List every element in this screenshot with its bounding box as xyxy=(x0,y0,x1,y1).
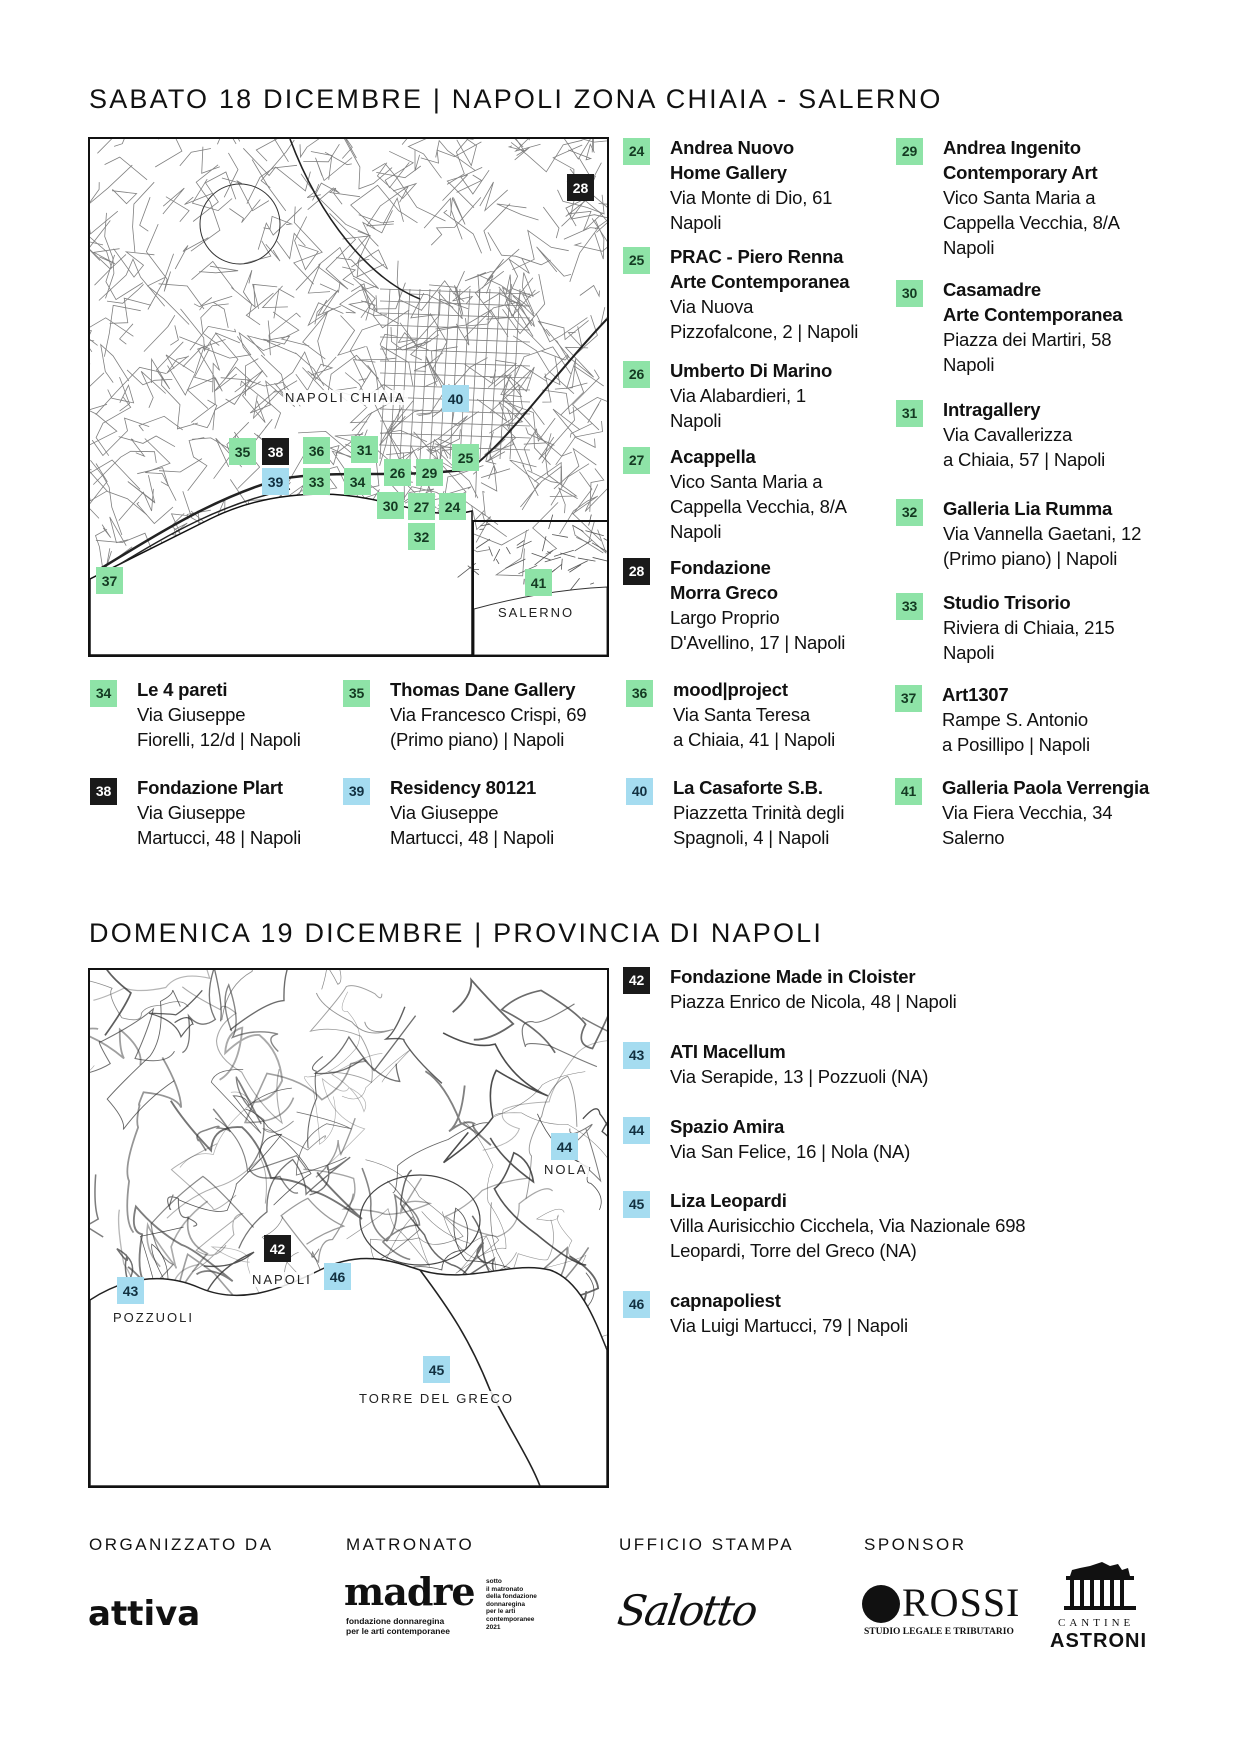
marker-31[interactable]: 31 xyxy=(351,436,378,463)
map-label-salerno: SALERNO xyxy=(498,605,575,620)
map-label-napoli: NAPOLI xyxy=(252,1272,312,1287)
venue-badge: 30 xyxy=(896,280,923,307)
venue-badge: 41 xyxy=(895,778,922,805)
venue-name: Home Gallery xyxy=(670,162,787,183)
map-label-nola: NOLA xyxy=(544,1162,588,1177)
marker-39[interactable]: 39 xyxy=(262,468,289,495)
marker-46[interactable]: 46 xyxy=(324,1263,351,1290)
venue-address: Via San Felice, 16 | Nola (NA) xyxy=(670,1141,911,1162)
venue-name: ATI Macellum xyxy=(670,1041,786,1062)
venue-name: Spazio Amira xyxy=(670,1116,785,1137)
venue-badge: 29 xyxy=(896,138,923,165)
map-label-torre: TORRE DEL GRECO xyxy=(359,1391,514,1406)
marker-30[interactable]: 30 xyxy=(377,492,404,519)
venue-name: Liza Leopardi xyxy=(670,1190,787,1211)
marker-35[interactable]: 35 xyxy=(229,438,256,465)
venue-address: Via Monte di Dio, 61 xyxy=(670,187,833,208)
venue-name: Contemporary Art xyxy=(943,162,1098,183)
venue-name: Studio Trisorio xyxy=(943,592,1071,613)
madre-subtitle-line: fondazione donnaregina xyxy=(346,1616,445,1626)
marker-37[interactable]: 37 xyxy=(96,567,123,594)
madre-side-line: donnaregina xyxy=(486,1600,526,1608)
venue-name: Galleria Paola Verrengia xyxy=(942,777,1150,798)
madre-subtitle-line: per le arti contemporanee xyxy=(346,1626,450,1636)
attiva-logo[interactable]: attiva xyxy=(88,1594,201,1634)
madre-side-text xyxy=(486,1578,537,1631)
venue-address: Martucci, 48 | Napoli xyxy=(390,827,555,848)
venue-name: Le 4 pareti xyxy=(137,679,228,700)
venue-address: Napoli xyxy=(670,410,722,431)
venue-address: Fiorelli, 12/d | Napoli xyxy=(137,729,301,750)
venue-address: Via Giuseppe xyxy=(390,802,499,823)
venue-address: Via Fiera Vecchia, 34 xyxy=(942,802,1113,823)
venue-address: Piazza dei Martiri, 58 xyxy=(943,329,1112,350)
venue-address: Via Giuseppe xyxy=(137,704,246,725)
map-label-chiaia: NAPOLI CHIAIA xyxy=(285,390,406,405)
venue-address: Spagnoli, 4 | Napoli xyxy=(673,827,830,848)
madre-side-line: 2021 xyxy=(486,1623,501,1631)
venue-address: Villa Aurisicchio Cicchela, Via Nazionale 698 xyxy=(670,1215,1026,1236)
venue-address: Vico Santa Maria a xyxy=(670,471,823,492)
saturday-heading: SABATO 18 DICEMBRE | NAPOLI ZONA CHIAIA - SALERNO xyxy=(89,84,943,114)
marker-36[interactable]: 36 xyxy=(303,437,330,464)
venue-badge: 25 xyxy=(623,247,650,274)
astroni-logo[interactable] xyxy=(1050,1562,1150,1652)
venue-badge: 37 xyxy=(895,685,922,712)
venue-address: Rampe S. Antonio xyxy=(942,709,1088,730)
venue-address: Piazza Enrico de Nicola, 48 | Napoli xyxy=(670,991,957,1012)
rossi-wordmark: ROSSI xyxy=(902,1580,1021,1625)
venue-name: Intragallery xyxy=(943,399,1041,420)
venue-badge: 42 xyxy=(623,967,650,994)
venue-badge: 35 xyxy=(343,680,370,707)
madre-side-line: contemporanee xyxy=(486,1615,535,1623)
marker-28[interactable]: 28 xyxy=(567,174,594,201)
venue-address: Napoli xyxy=(943,354,995,375)
venue-address: D'Avellino, 17 | Napoli xyxy=(670,632,846,653)
venue-name: La Casaforte S.B. xyxy=(673,777,823,798)
rossi-subtitle: STUDIO LEGALE E TRIBUTARIO xyxy=(864,1627,1014,1637)
marker-40[interactable]: 40 xyxy=(442,385,469,412)
venue-address: Leopardi, Torre del Greco (NA) xyxy=(670,1240,917,1261)
venue-address: a Chiaia, 41 | Napoli xyxy=(673,729,836,750)
marker-24[interactable]: 24 xyxy=(439,493,466,520)
marker-26[interactable]: 26 xyxy=(384,459,411,486)
marker-32[interactable]: 32 xyxy=(408,523,435,550)
venue-address: Via Francesco Crispi, 69 xyxy=(390,704,587,725)
marker-27[interactable]: 27 xyxy=(408,493,435,520)
venue-address: Martucci, 48 | Napoli xyxy=(137,827,302,848)
madre-side-line: della fondazione xyxy=(486,1593,537,1601)
venue-address: Napoli xyxy=(670,212,722,233)
footer-organizzato-label: ORGANIZZATO DA xyxy=(89,1535,274,1554)
madre-side-line: per le arti xyxy=(486,1608,516,1616)
venue-name: Andrea Ingenito xyxy=(943,137,1081,158)
footer-ufficio-label: UFFICIO STAMPA xyxy=(619,1535,795,1554)
marker-33[interactable]: 33 xyxy=(303,468,330,495)
madre-subtitle xyxy=(346,1616,450,1636)
venue-address: Napoli xyxy=(943,237,995,258)
venue-address: Cappella Vecchia, 8/A xyxy=(943,212,1120,233)
venue-address: Via Luigi Martucci, 79 | Napoli xyxy=(670,1315,908,1336)
venue-address: (Primo piano) | Napoli xyxy=(943,548,1118,569)
venue-badge: 28 xyxy=(623,558,650,585)
venue-name: Arte Contemporanea xyxy=(670,271,850,292)
marker-29[interactable]: 29 xyxy=(416,459,443,486)
marker-42[interactable]: 42 xyxy=(264,1235,291,1262)
venue-name: mood|project xyxy=(673,679,788,700)
venue-address: Piazzetta Trinità degli xyxy=(673,802,845,823)
venue-name: Residency 80121 xyxy=(390,777,537,798)
venue-name: Fondazione Made in Cloister xyxy=(670,966,916,987)
venue-badge: 26 xyxy=(623,361,650,388)
madre-side-line: il matronato xyxy=(486,1585,524,1593)
venue-name: Morra Greco xyxy=(670,582,778,603)
marker-41[interactable]: 41 xyxy=(525,569,552,596)
venue-address: a Posillipo | Napoli xyxy=(942,734,1090,755)
venue-name: Umberto Di Marino xyxy=(670,360,833,381)
venue-address: a Chiaia, 57 | Napoli xyxy=(943,449,1106,470)
venue-badge: 39 xyxy=(343,778,370,805)
venue-badge: 27 xyxy=(623,447,650,474)
map-provincia-roads xyxy=(90,970,607,1486)
venue-address: Via Cavallerizza xyxy=(943,424,1073,445)
map-label-pozzuoli: POZZUOLI xyxy=(113,1310,195,1325)
venue-name: Fondazione Plart xyxy=(137,777,283,798)
venue-address: Via Nuova xyxy=(670,296,754,317)
venue-badge: 45 xyxy=(623,1191,650,1218)
marker-25[interactable]: 25 xyxy=(452,444,479,471)
venue-address: Via Giuseppe xyxy=(137,802,246,823)
venue-badge: 34 xyxy=(90,680,117,707)
venue-badge: 31 xyxy=(896,400,923,427)
venue-badge: 40 xyxy=(626,778,653,805)
venue-badge: 24 xyxy=(623,138,650,165)
venue-address: Riviera di Chiaia, 215 xyxy=(943,617,1115,638)
venue-badge: 46 xyxy=(623,1291,650,1318)
venue-name: PRAC - Piero Renna xyxy=(670,246,844,267)
marker-44[interactable]: 44 xyxy=(551,1133,578,1160)
venue-address: Via Alabardieri, 1 xyxy=(670,385,806,406)
venue-address: Vico Santa Maria a xyxy=(943,187,1096,208)
astroni-wordmark: ASTRONI xyxy=(1050,1630,1147,1652)
venue-badge: 32 xyxy=(896,499,923,526)
venue-name: Andrea Nuovo xyxy=(670,137,795,158)
venue-address: Via Vannella Gaetani, 12 xyxy=(943,523,1142,544)
venue-name: Galleria Lia Rumma xyxy=(943,498,1113,519)
salotto-logo[interactable]: Salotto xyxy=(614,1586,760,1635)
venue-address: Salerno xyxy=(942,827,1005,848)
venue-name: Casamadre xyxy=(943,279,1041,300)
marker-34[interactable]: 34 xyxy=(344,468,371,495)
venue-badge: 33 xyxy=(896,593,923,620)
map-chiaia-salerno[interactable] xyxy=(88,137,609,657)
venue-address: Napoli xyxy=(670,521,722,542)
map-provincia-napoli[interactable] xyxy=(88,968,609,1488)
venue-address: Pizzofalcone, 2 | Napoli xyxy=(670,321,859,342)
venue-badge: 36 xyxy=(626,680,653,707)
venue-name: Thomas Dane Gallery xyxy=(390,679,576,700)
astroni-temple-icon xyxy=(1050,1562,1150,1614)
sunday-heading: DOMENICA 19 DICEMBRE | PROVINCIA DI NAPOLI xyxy=(89,918,824,948)
marker-45[interactable]: 45 xyxy=(423,1356,450,1383)
venue-name: capnapoliest xyxy=(670,1290,781,1311)
venue-name: Art1307 xyxy=(942,684,1009,705)
madre-logo[interactable] xyxy=(344,1569,554,1642)
venue-address: (Primo piano) | Napoli xyxy=(390,729,565,750)
venue-name: Acappella xyxy=(670,446,756,467)
marker-43[interactable]: 43 xyxy=(117,1277,144,1304)
footer-matronato-label: MATRONATO xyxy=(346,1535,475,1554)
madre-wordmark: madre xyxy=(344,1569,475,1614)
venue-badge: 43 xyxy=(623,1042,650,1069)
venue-name: Fondazione xyxy=(670,557,771,578)
madre-side-line: sotto xyxy=(486,1578,502,1585)
venue-address: Cappella Vecchia, 8/A xyxy=(670,496,847,517)
marker-38[interactable]: 38 xyxy=(262,438,289,465)
rossi-circle-icon xyxy=(862,1585,900,1623)
venue-address: Via Santa Teresa xyxy=(673,704,811,725)
venue-address: Largo Proprio xyxy=(670,607,780,628)
astroni-cantine-text: CANTINE xyxy=(1058,1617,1135,1629)
venue-address: Via Serapide, 13 | Pozzuoli (NA) xyxy=(670,1066,929,1087)
rossi-logo[interactable] xyxy=(862,1580,1022,1640)
venue-address: Napoli xyxy=(943,642,995,663)
venue-badge: 44 xyxy=(623,1117,650,1144)
venue-name: Arte Contemporanea xyxy=(943,304,1123,325)
venue-badge: 38 xyxy=(90,778,117,805)
footer-sponsor-label: SPONSOR xyxy=(864,1535,967,1554)
